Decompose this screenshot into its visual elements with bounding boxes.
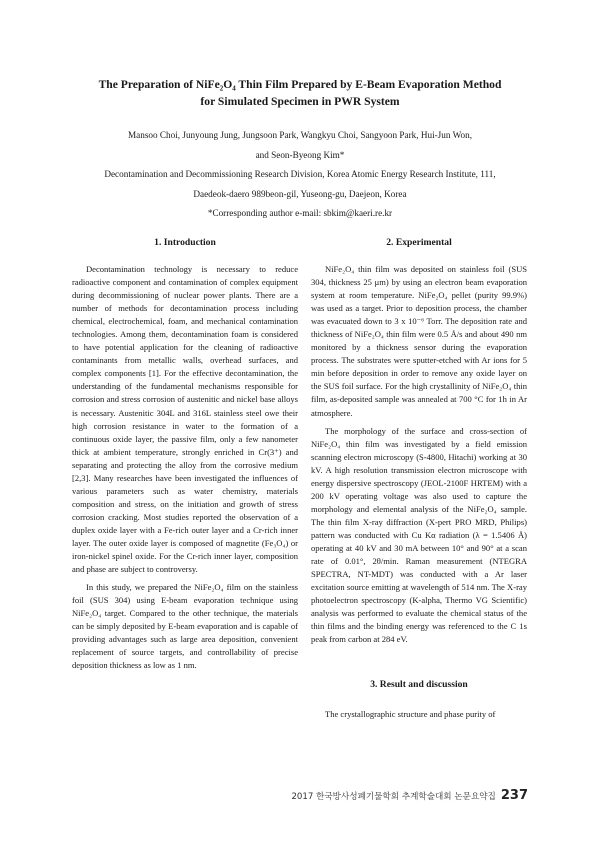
intro-paragraph-2: In this study, we prepared the NiFe₂O₄ film on the stainless foil (SUS 304) using E-beam evaporation technique using NiFe₂O₄ target. Compared to the other technique, the materials can be simply deposited by E-beam evaporation and is capable of providing advantages such as large area deposition, convenient replacement of source targets, and controllability of precise deposition thickness as low as 1 nm. [72, 582, 298, 671]
title-line-2: for Simulated Specimen in PWR System [200, 95, 400, 108]
authors-line-2: and Seon-Byeong Kim* [255, 149, 345, 160]
intro-paragraph-1: Decontamination technology is necessary to reduce radioactive component and contamination of complex equipment during decommissioning of nuclear power plants. There are a number of methods for decontamination process including chemical, electrochemical, foam, and mechanical contamination technologies. Among them, decontamination foam is considered to have potential application for the cleaning of radioactive contaminants from metallic walls, overhead surfaces, and complex components [1]. For the effective decontamination, the understanding of the fundamental mechanisms responsible for corrosion and stress corrosion of austenitic and nickel base alloys is necessary. Austenitic 304L and 316L stainless steel owe their high corrosion resistance in water to the formation of a continuous oxide layer, the passive film, only a few nanometer thick at ambient temperature, strongly enriched in Cr(3⁺) and separating and protecting the alloy from the corrosive medium [2,3]. Many researches have been investigated the influences of various parameters such as water chemistry, materials composition and stress, on the initiation and growth of stress corrosion cracking. Most studies reported the observation of a duplex oxide layer with a Fe-rich outer layer and a Cr-rich inner layer. The outer oxide layer is composed of magnetite (Fe₃O₄) or iron-nickel spinel oxide. For the Cr-rich inner layer, composition and phase are subject to controversy. [72, 264, 298, 575]
corresponding-author: *Corresponding author e-mail: sbkim@kaeri.re.kr [207, 208, 393, 218]
section-heading-results: 3. Result and discussion [370, 679, 468, 691]
paper-title [60, 76, 540, 110]
proceedings-title: 2017 한국방사성폐기물학회 추계학술대회 논문요약집 [291, 792, 496, 802]
section-heading-introduction: 1. Introduction [154, 237, 216, 248]
experimental-paragraph-1: NiFe₂O₄ thin film was deposited on stainless foil (SUS 304, thickness 25 μm) by using an electron beam evaporation system at room temperature. NiFe₂O₄ pellet (purity 99.9%) was used as a target. Prior to deposition process, the chamber was evacuated down to 3 x 10⁻⁶ Torr. The deposition rate and thickness of NiFe₂O₄ thin film were 0.5 Å/s and about 490 nm monitored by a thickness sensor during the evaporation process. The substrates were sputter-etched with Ar ions for 5 min before deposition in order to remove any oxide layer on the SUS foil surface. For the high crystallinity of NiFe₂O₄ thin film, as-deposited sample was annealed at 700 °C for 1h in Ar atmosphere. [311, 264, 527, 418]
title-line-1: The Preparation of NiFe₂O₄ Thin Film Prepared by E-Beam Evaporation Method [98, 78, 502, 91]
experimental-paragraph-2: The morphology of the surface and cross-section of NiFe₂O₄ thin film was investigated by a field emission scanning electron microscopy (S-4800, Hitachi) working at 30 kV. A high resolution transmission electron microscope with energy dispersive spectroscopy (JEOL-2100F HRTEM) with a 200 kV operating voltage was also used to capture the morphology and elemental analysis of the NiFe₂O₄ sample. The thin film X-ray diffraction (X-pert PRO MRD, Philips) pattern was conducted with Cu Kα radiation (λ = 1.5406 Å) operating at 40 kV and 30 mA between 10° and 90° at a scan rate of 0.01°, 2θ/min. Raman measurement (NTEGRA SPECTRA, NT-MDT) was conducted with a Ar laser excitation source emitting at wavelength of 514 nm. The X-ray photoelectron spectroscopy (K-alpha, Thermo VG Scientific) analysis was performed to evaluate the chemical status of the thin films and the binding energy was referenced to the C 1s peak from carbon at 284 eV. [311, 425, 527, 645]
affiliation-line-1: Decontamination and Decommissioning Research Division, Korea Atomic Energy Research Institute, 111, [104, 169, 496, 179]
section-heading-experimental: 2. Experimental [386, 237, 452, 248]
authors-line-1: Mansoo Choi, Junyoung Jung, Jungsoon Park, Wangkyu Choi, Sangyoon Park, Hui-Jun Won, [128, 130, 472, 140]
results-paragraph-1: The crystallographic structure and phase purity of [325, 709, 496, 720]
page-footer [291, 788, 528, 803]
left-column [72, 236, 298, 672]
affiliation-line-2: Daedeok-daero 989beon-gil, Yuseong-gu, Daejeon, Korea [193, 188, 407, 199]
right-column [311, 236, 527, 721]
page-number: 237 [500, 788, 528, 803]
author-block [60, 126, 540, 224]
